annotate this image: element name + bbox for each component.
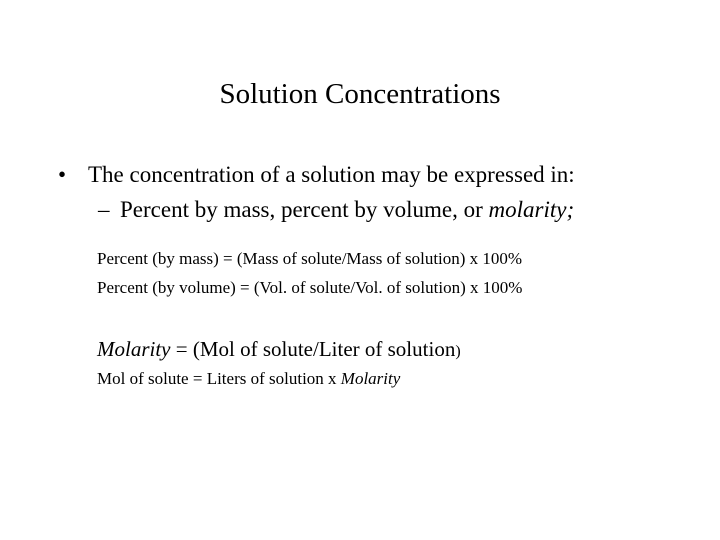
percent-by-volume-formula: Percent (by volume) = (Vol. of solute/Vol. of solution) x 100% (97, 278, 523, 297)
molarity-definition (97, 336, 461, 365)
molarity-formula-text: = (Mol of solute/Liter of solution (170, 337, 456, 361)
percent-by-mass-formula: Percent (by mass) = (Mass of solute/Mass of solution) x 100% (97, 249, 523, 268)
sub-bullet-text: Percent by mass, percent by volume, or (120, 197, 489, 222)
slide-title: Solution Concentrations (219, 78, 501, 110)
sub-bullet-point (98, 195, 574, 225)
bullet-text: The concentration of a solution may be expressed in: (88, 162, 575, 187)
molarity-term: Molarity (97, 337, 171, 361)
molarity-formula-tail: ) (455, 343, 461, 360)
sub-bullet-italic: molarity; (488, 197, 575, 222)
bullet-marker: • (58, 162, 67, 187)
mol-of-solute-formula (97, 368, 400, 390)
mol-of-solute-text: Mol of solute = Liters of solution x (97, 369, 341, 388)
sub-bullet-marker: – (98, 197, 110, 222)
bullet-point (58, 160, 575, 190)
mol-of-solute-italic: Molarity (340, 369, 401, 388)
